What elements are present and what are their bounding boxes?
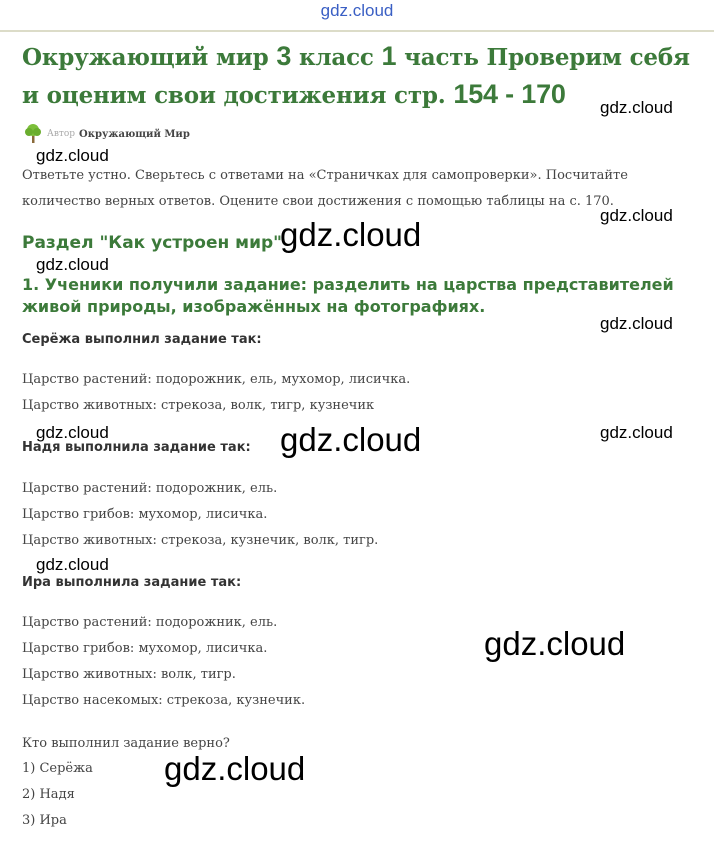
section-title: Раздел "Как устроен мир" xyxy=(22,233,283,253)
watermark: gdz.cloud xyxy=(36,423,109,442)
serezha-line: Царство животных: стрекоза, волк, тигр, кузнечик xyxy=(22,398,375,413)
ira-line: Царство грибов: мухомор, лисичка. xyxy=(22,641,268,656)
author-line xyxy=(23,123,190,145)
ira-line: Царство животных: волк, тигр. xyxy=(22,667,236,682)
intro-text: Ответьте устно. Сверьтесь с ответами на «Страничках для самопроверки». Посчитайте количество верных ответов. Оцените свои достижения с помощью таблицы на с. 170. xyxy=(22,168,628,209)
answer-option: 1) Серёжа xyxy=(22,761,93,776)
question-text: 1. Ученики получили задание: разделить на царства представителей живой природы, изображённых на фотографиях. xyxy=(22,275,674,316)
answer-option: 3) Ира xyxy=(22,813,67,828)
ira-line: Царство растений: подорожник, ель. xyxy=(22,615,278,630)
author-label: Автор xyxy=(47,129,76,139)
nadya-heading: Надя выполнила задание так: xyxy=(22,440,251,455)
watermark: gdz.cloud xyxy=(36,255,109,274)
tree-icon xyxy=(23,122,43,147)
nadya-line: Царство животных: стрекоза, кузнечик, волк, тигр. xyxy=(22,533,379,548)
watermark: gdz.cloud xyxy=(600,206,673,225)
watermark: gdz.cloud xyxy=(280,216,422,253)
answer-option: 2) Надя xyxy=(22,787,75,802)
answer-prompt: Кто выполнил задание верно? xyxy=(22,736,230,751)
page-title: Окружающий мир 3 класс 1 часть Проверим себя и оценим свои достижения стр. 154 - 170 xyxy=(22,41,690,109)
watermark: gdz.cloud xyxy=(600,423,673,442)
watermark: gdz.cloud xyxy=(280,421,422,458)
nadya-line: Царство растений: подорожник, ель. xyxy=(22,481,278,496)
author-name[interactable]: Окружающий Мир xyxy=(79,128,190,140)
watermark: gdz.cloud xyxy=(164,750,306,787)
watermark: gdz.cloud xyxy=(484,625,626,662)
serezha-heading: Серёжа выполнил задание так: xyxy=(22,332,262,347)
header-divider xyxy=(0,30,714,32)
watermark: gdz.cloud xyxy=(36,555,109,574)
nadya-line: Царство грибов: мухомор, лисичка. xyxy=(22,507,268,522)
watermark: gdz.cloud xyxy=(36,146,109,165)
ira-heading: Ира выполнила задание так: xyxy=(22,575,242,590)
site-link[interactable]: gdz.cloud xyxy=(320,1,394,20)
serezha-line: Царство растений: подорожник, ель, мухомор, лисичка. xyxy=(22,372,411,387)
top-bar xyxy=(0,0,714,26)
watermark: gdz.cloud xyxy=(600,98,673,117)
ira-line: Царство насекомых: стрекоза, кузнечик. xyxy=(22,693,306,708)
watermark: gdz.cloud xyxy=(600,314,673,333)
